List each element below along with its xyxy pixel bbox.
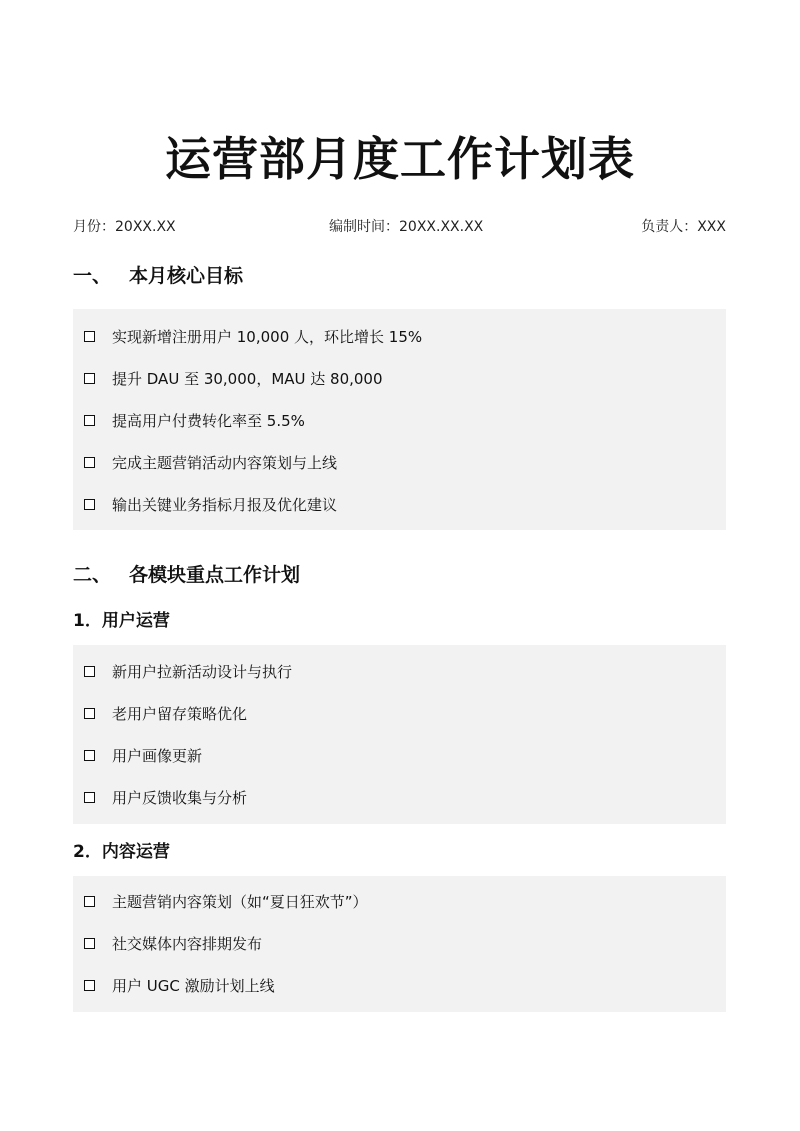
checkbox-icon[interactable] (84, 331, 95, 342)
subsection-heading-content-ops: 2．内容运营 (73, 842, 170, 862)
checklist-item[interactable] (73, 409, 726, 433)
checkbox-icon[interactable] (84, 499, 95, 510)
checkbox-icon[interactable] (84, 457, 95, 468)
user-ops-box (73, 645, 726, 824)
checklist-item-text: 完成主题营销活动内容策划与上线 (112, 454, 338, 472)
section-heading-core-goals (73, 262, 243, 290)
checklist-item[interactable] (73, 660, 726, 684)
page-title: 运营部月度工作计划表 (165, 132, 635, 186)
checklist-item-text: 提升 DAU 至 30,000，MAU 达 80,000 (112, 370, 383, 388)
checklist-item-text: 用户画像更新 (112, 747, 203, 765)
checklist-item-text: 用户反馈收集与分析 (112, 789, 248, 807)
subsection-heading-user-ops: 1．用户运营 (73, 611, 170, 631)
checklist-item[interactable] (73, 325, 726, 349)
checkbox-icon[interactable] (84, 415, 95, 426)
checklist-item-text: 用户 UGC 激励计划上线 (112, 977, 275, 995)
section-title: 本月核心目标 (129, 265, 244, 287)
meta-date: 编制时间：20XX.XX.XX (329, 219, 484, 235)
checklist-item[interactable] (73, 493, 726, 517)
checklist-item-text: 主题营销内容策划（如“夏日狂欢节”） (112, 893, 368, 911)
checklist-item-text: 新用户拉新活动设计与执行 (112, 663, 293, 681)
checklist-item[interactable] (73, 786, 726, 810)
checkbox-icon[interactable] (84, 666, 95, 677)
checklist-item[interactable] (73, 367, 726, 391)
checkbox-icon[interactable] (84, 373, 95, 384)
checklist-item[interactable] (73, 744, 726, 768)
checkbox-icon[interactable] (84, 708, 95, 719)
checkbox-icon[interactable] (84, 938, 95, 949)
checkbox-icon[interactable] (84, 750, 95, 761)
checkbox-icon[interactable] (84, 980, 95, 991)
checklist-item[interactable] (73, 974, 726, 998)
section-title: 各模块重点工作计划 (129, 564, 301, 586)
content-ops-box (73, 876, 726, 1012)
checklist-item[interactable] (73, 702, 726, 726)
core-goals-box (73, 309, 726, 530)
meta-row (73, 216, 726, 238)
checklist-item[interactable] (73, 451, 726, 475)
checklist-item-text: 社交媒体内容排期发布 (112, 935, 263, 953)
checklist-item[interactable] (73, 890, 726, 914)
checklist-item-text: 输出关键业务指标月报及优化建议 (112, 496, 338, 514)
checklist-item-text: 提高用户付费转化率至 5.5% (112, 412, 305, 430)
meta-owner: 负责人：XXX (641, 219, 726, 235)
checkbox-icon[interactable] (84, 896, 95, 907)
meta-month: 月份：20XX.XX (73, 219, 176, 235)
checkbox-icon[interactable] (84, 792, 95, 803)
section-number: 二、 (73, 564, 112, 586)
checklist-item[interactable] (73, 932, 726, 956)
section-heading-module-plans (73, 561, 300, 589)
checklist-item-text: 老用户留存策略优化 (112, 705, 248, 723)
section-number: 一、 (73, 265, 112, 287)
checklist-item-text: 实现新增注册用户 10,000 人，环比增长 15% (112, 328, 423, 346)
